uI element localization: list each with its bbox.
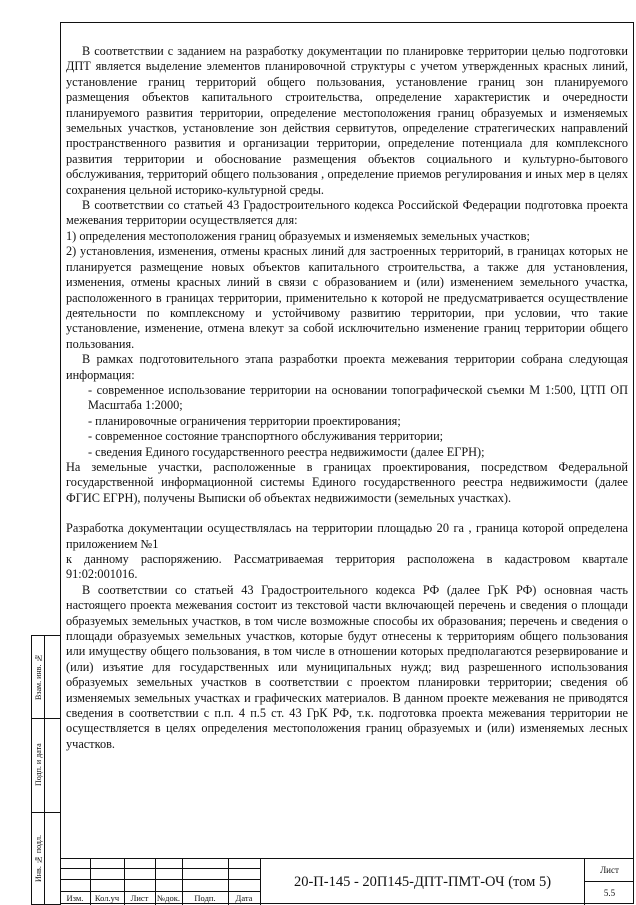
header-podp: Подп.	[194, 893, 216, 903]
side-label-podp: Подп. и дата	[34, 743, 43, 787]
paragraph-composition: В соответствии со статьей 43 Градостроительного кодекса РФ (далее ГрК РФ) основная часть настоящего проекта межевания состоит из текстовой части включающей перечень и сведения о площади образуемых земельных участков, в том числе возможные способы их образования; перечень и сведения о площади образуемых земельных участков, которые будут отнесены к территориям общего пользования или имуществу общего пользования, в том числе в отношении которых предполагаются резервирование и (или) изъятие для государственных или муниципальных нужд; вид разрешенного использования образуемых земельных участков в соответствии с проектом планировки территории; сведения об изменяемых земельных участках и графических материалов. В данном проекте межевания не приводятся сведения в соответствии с п.п. 4 п.5 ст. 43 ГрК РФ, т.к. подготовка проекта межевания территории не осуществляется в целях определения местоположения границ образуемых и (или) изменяемых лесных участков.	[66, 582, 628, 751]
document-code: 20-П-145 - 20П145-ДПТ-ПМТ-ОЧ (том 5)	[293, 874, 552, 890]
side-label-vzam: Взам. инв. №	[34, 653, 43, 701]
sheet-label: Лист	[600, 865, 619, 875]
side-label-inv: Инв. № подл.	[34, 835, 43, 883]
header-data: Дата	[235, 893, 253, 903]
paragraph-goal: В соответствии с заданием на разработку документации по планировке территории целью подготовки ДПТ является выделение элементов планировочной структуры с учетом утвержденных красных линий, установление границ территорий общего пользования, установление границ зон планируемого размещения объектов капитального строительства, определение характеристик и очередности планируемого развития территории, определение местоположения границ образуемых и изменяемых земельных участков, установление зон действия сервитутов, определение стратегических направлений пространственного развития и организации территории, определение потенциала для комплексного развития территории и обоснование размещения объектов социального и культурно-бытового обслуживания, территорий общего пользования , определение приемов регулирования и иных мер в целях сохранения цельной историко-культурной среды.	[66, 44, 628, 197]
paragraph-quarter: к данному распоряжению. Рассматриваемая территория расположена в кадастровом квартале 91:02:001016.	[66, 552, 628, 582]
paragraph-info-intro: В рамках подготовительного этапа разработки проекта межевания территории собрана следующая информация:	[66, 352, 628, 382]
title-block	[60, 858, 634, 904]
header-list: Лист	[130, 893, 149, 903]
list-item-1: 1) определения местоположения границ образуемых и изменяемых земельных участков;	[66, 228, 530, 243]
header-kol-uch: Кол.уч	[94, 893, 120, 903]
document-body	[66, 44, 628, 752]
info-item-egrn: - сведения Единого государственного реестра недвижимости (далее ЕГРН);	[88, 444, 485, 459]
header-ndok: №док.	[157, 893, 180, 903]
paragraph-fgis: На земельные участки, расположенные в границах проектирования, посредством Федеральной государственной информационной системы Единого государственного реестра недвижимости (далее ФГИС ЕГРН), получены Выписки об объектах недвижимости (земельных участках).	[66, 459, 628, 505]
info-item-topo: - современное использование территории на основании топографической съемки М 1:500, ЦТП ОП Масштаба 1:2000;	[88, 382, 628, 413]
paragraph-art43: В соответствии со статьей 43 Градостроительного кодекса Российской Федерации подготовка проекта межевания территории осуществляется для:	[66, 198, 628, 228]
side-stamp	[31, 635, 60, 905]
list-item-2: 2) установления, изменения, отмены красных линий для застроенных территорий, в границах которых не планируется размещение новых объектов капитального строительства, а также для установления, изменения, отмены красных линий в связи с образованием и (или) изменением земельного участка, расположенного в границах территории, применительно к которой не предусматривается осуществление деятельности по комплексному и устойчивому развитию территории, при условии, что такие установление, изменение, отмена влекут за собой исключительно изменение границ территории общего пользования.	[66, 244, 628, 351]
header-izm: Изм.	[66, 893, 84, 903]
sheet-number: 5.5	[603, 888, 616, 898]
paragraph-area: Разработка документации осуществлялась на территории площадью 20 га , граница которой определена приложением №1	[66, 521, 628, 551]
info-item-transport: - современное состояние транспортного обслуживания территории;	[88, 429, 444, 444]
revision-table	[60, 859, 260, 905]
info-item-restrictions: - планировочные ограничения территории проектирования;	[88, 413, 401, 428]
